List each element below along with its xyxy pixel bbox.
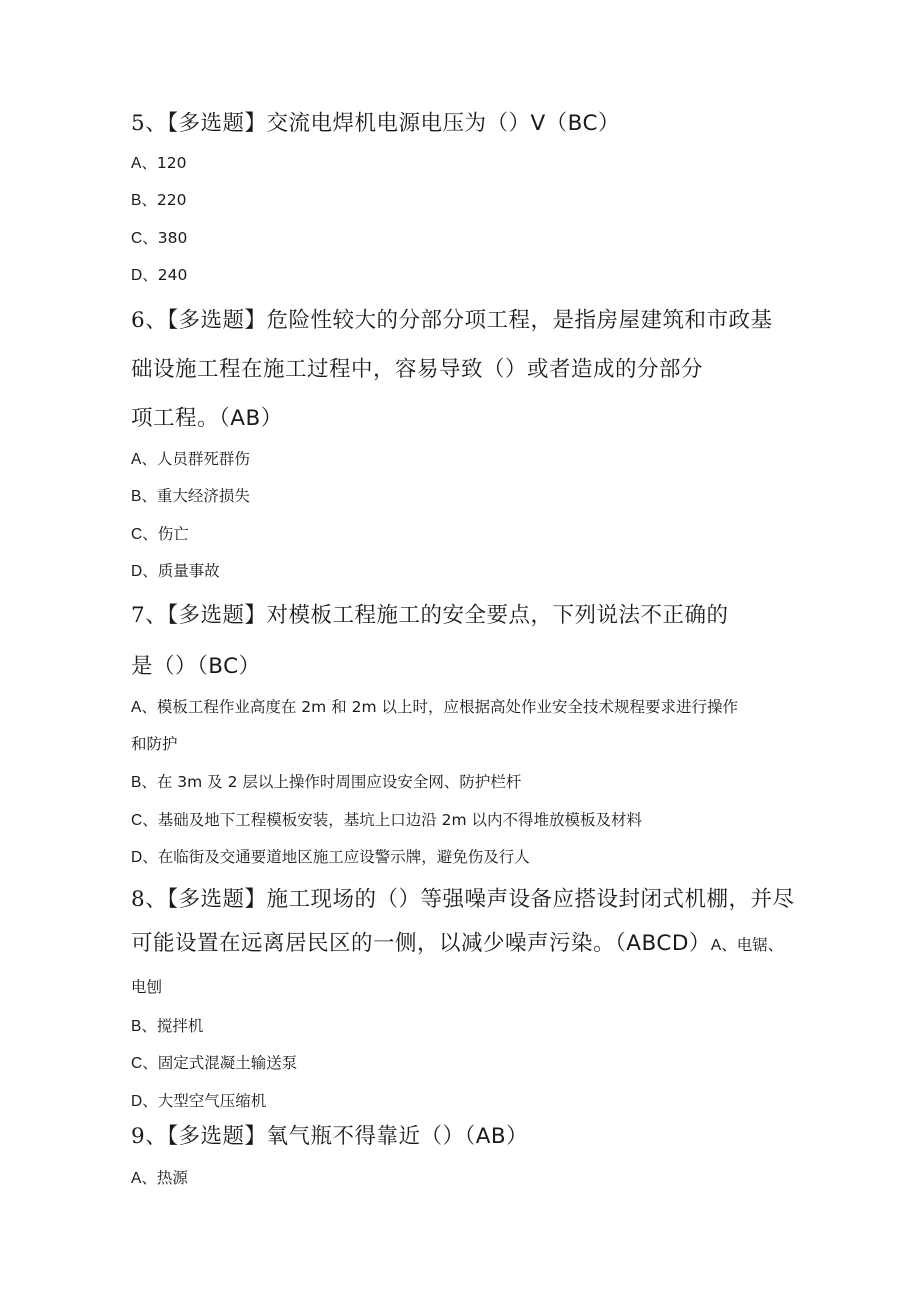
question-separator: 、 <box>145 111 168 136</box>
question-separator: 、 <box>145 603 168 628</box>
question-7-title <box>131 605 728 627</box>
option-separator: 、 <box>142 811 158 829</box>
question-separator: 、 <box>145 1124 168 1149</box>
option-text: 人员群死群伤 <box>156 450 250 468</box>
option-separator: 、 <box>141 1169 157 1187</box>
option-text: 220 <box>156 191 187 209</box>
question-type-tag: 【多选题】 <box>167 1124 267 1149</box>
question-number: 8 <box>131 887 146 912</box>
option-letter: D <box>131 267 143 284</box>
option-separator: 、 <box>141 191 157 209</box>
option-separator: 、 <box>142 1092 158 1110</box>
question-separator: 、 <box>145 887 168 912</box>
question-separator: 、 <box>145 308 168 333</box>
question-8-title <box>131 889 794 911</box>
question-7-option-b <box>131 775 521 791</box>
option-text: 搅拌机 <box>156 1017 204 1035</box>
question-7-option-d <box>131 850 530 866</box>
question-text-line: 危险性较大的分部分项工程，是指房屋建筑和市政基 <box>266 308 773 333</box>
option-text: 质量事故 <box>157 562 220 580</box>
option-letter: B <box>131 488 142 505</box>
question-6-option-d <box>131 564 220 580</box>
question-5-option-c <box>131 231 187 247</box>
option-separator: 、 <box>141 698 157 716</box>
option-text: 重大经济损失 <box>156 487 250 505</box>
option-text: 在 3m 及 2 层以上操作时周围应设安全网、防护栏杆 <box>156 773 522 791</box>
option-letter: D <box>131 849 143 866</box>
question-text-line: 可能设置在远离居民区的一侧，以减少噪声污染。（ABCD） <box>131 931 711 956</box>
option-letter: A <box>710 937 722 954</box>
question-6-line-2: 础设施工程在施工过程中，容易导致（）或者造成的分部分 <box>131 357 704 382</box>
question-9-option-a <box>131 1171 188 1187</box>
question-7-option-a-continuation: 和防护 <box>131 735 178 753</box>
option-letter: A <box>131 451 142 468</box>
option-letter: B <box>131 1018 142 1035</box>
question-number: 7 <box>131 603 146 628</box>
option-separator: 、 <box>142 562 158 580</box>
question-9-title <box>131 1126 528 1148</box>
option-text: 在临街及交通要道地区施工应设警示牌，避免伤及行人 <box>157 848 530 866</box>
option-letter: C <box>131 812 143 829</box>
option-text: 伤亡 <box>157 525 189 543</box>
option-letter: D <box>131 563 143 580</box>
question-number: 9 <box>131 1124 146 1149</box>
question-8-option-b <box>131 1019 203 1035</box>
question-type-tag: 【多选题】 <box>167 111 267 136</box>
option-separator: 、 <box>142 229 158 247</box>
option-separator: 、 <box>141 1017 157 1035</box>
question-5-option-d <box>131 268 187 284</box>
question-number: 5 <box>131 111 146 136</box>
option-text: 模板工程作业高度在 2m 和 2m 以上时，应根据高处作业安全技术规程要求进行操作 <box>156 698 738 716</box>
option-letter: B <box>131 192 142 209</box>
option-text: 大型空气压缩机 <box>157 1092 267 1110</box>
question-6-option-c <box>131 527 189 543</box>
question-type-tag: 【多选题】 <box>167 603 267 628</box>
option-separator: 、 <box>142 848 158 866</box>
option-text: 热源 <box>156 1169 188 1187</box>
question-text-line: 交流电焊机电源电压为（）V（BC） <box>266 111 621 136</box>
option-separator: 、 <box>141 450 157 468</box>
option-letter: C <box>131 230 143 247</box>
option-letter: A <box>131 699 142 716</box>
question-7-line-2: 是（）（BC） <box>131 654 261 679</box>
option-letter: C <box>131 526 143 543</box>
option-text: 基础及地下工程模板安装，基坑上口边沿 2m 以内不得堆放模板及材料 <box>157 811 643 829</box>
option-letter: D <box>131 1093 143 1110</box>
question-5-option-a <box>131 156 186 172</box>
option-separator: 、 <box>141 154 157 172</box>
option-separator: 、 <box>141 487 157 505</box>
question-5-option-b <box>131 193 186 209</box>
option-separator: 、 <box>142 266 158 284</box>
question-6-option-a <box>131 452 250 468</box>
question-7-option-c <box>131 813 642 829</box>
option-separator: 、 <box>141 773 157 791</box>
option-text: 固定式混凝土输送泵 <box>157 1054 298 1072</box>
question-type-tag: 【多选题】 <box>167 308 267 333</box>
option-letter: A <box>131 1170 142 1187</box>
question-number: 6 <box>131 308 146 333</box>
option-letter: B <box>131 774 142 791</box>
option-separator: 、 <box>721 936 737 954</box>
question-8-option-a-continuation: 电刨 <box>131 978 163 996</box>
question-text-line: 施工现场的（）等强噪声设备应搭设封闭式机棚，并尽 <box>266 887 795 912</box>
option-text: 120 <box>156 154 187 172</box>
option-text: 240 <box>157 266 188 284</box>
question-type-tag: 【多选题】 <box>167 887 267 912</box>
question-text-line: 氧气瓶不得靠近（）（AB） <box>266 1124 529 1149</box>
question-5-title <box>131 113 620 135</box>
question-7-option-a <box>131 700 738 716</box>
question-6-option-b <box>131 489 250 505</box>
question-8-option-c <box>131 1056 297 1072</box>
question-6-title <box>131 310 772 332</box>
option-text: 380 <box>157 229 188 247</box>
question-8-option-d <box>131 1094 266 1110</box>
question-6-line-3: 项工程。（AB） <box>131 406 283 431</box>
option-text: 电锯、 <box>736 936 784 954</box>
question-text-line: 对模板工程施工的安全要点，下列说法不正确的 <box>266 603 729 628</box>
question-8-option-a <box>711 936 783 954</box>
option-separator: 、 <box>142 525 158 543</box>
option-separator: 、 <box>142 1054 158 1072</box>
question-8-line-2 <box>131 933 783 955</box>
option-letter: A <box>131 155 142 172</box>
option-letter: C <box>131 1055 143 1072</box>
